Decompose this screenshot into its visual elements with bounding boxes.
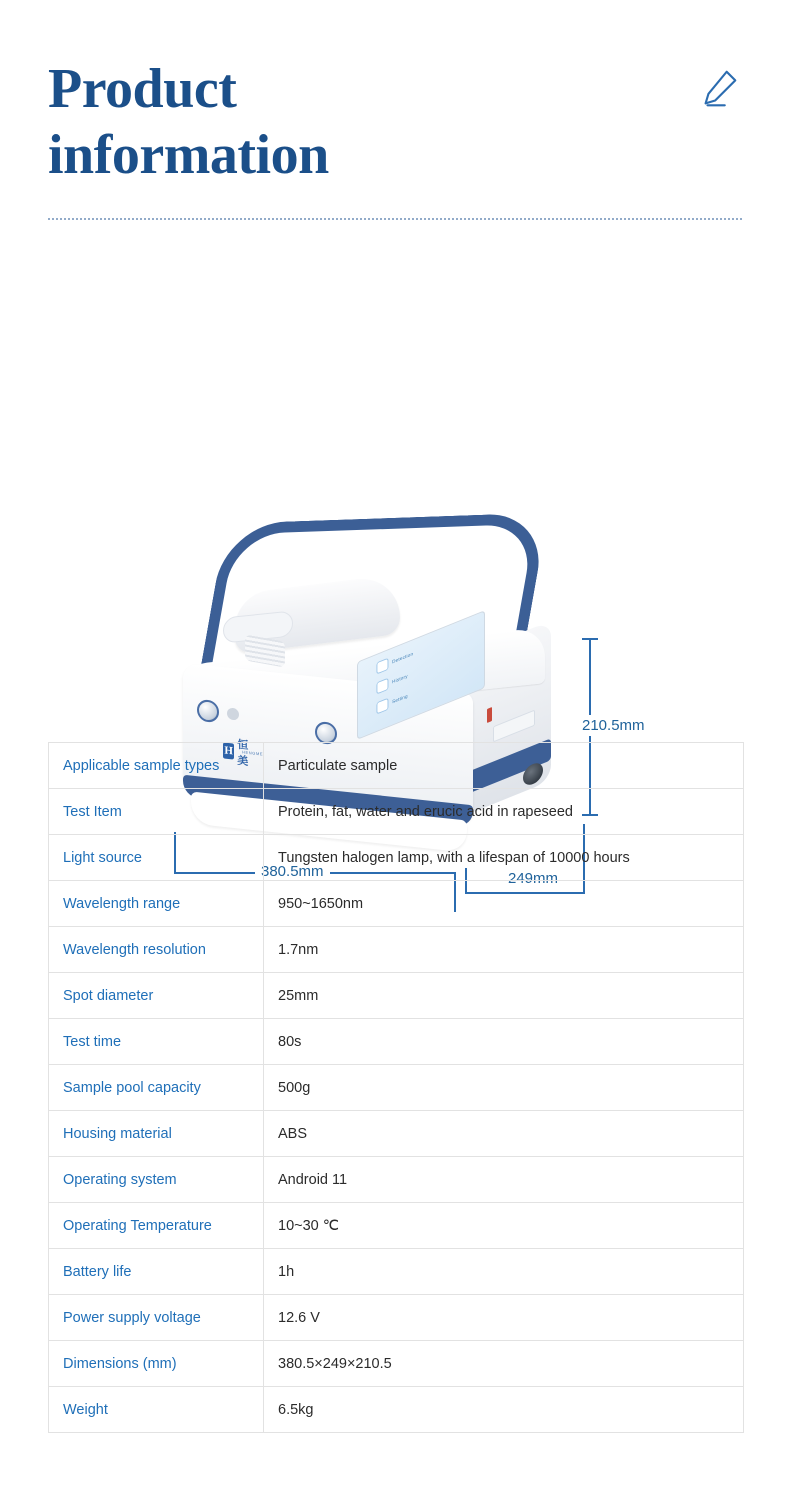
- spec-value: 500g: [264, 1065, 744, 1111]
- dimension-label-depth: 249mm: [502, 868, 564, 889]
- spec-value: Protein, fat, water and erucic acid in rapeseed: [264, 789, 744, 835]
- dimension-label-height: 210.5mm: [578, 715, 649, 736]
- brand-badge: H: [223, 742, 234, 759]
- table-row: [49, 789, 744, 835]
- spec-value: 12.6 V: [264, 1295, 744, 1341]
- spec-value: 10~30 ℃: [264, 1203, 744, 1249]
- spec-value: 80s: [264, 1019, 744, 1065]
- spec-label: Operating Temperature: [49, 1203, 264, 1249]
- spec-label: Test time: [49, 1019, 264, 1065]
- page-header: [0, 0, 790, 188]
- spec-label: Weight: [49, 1387, 264, 1433]
- table-row: [49, 835, 744, 881]
- table-row: [49, 1203, 744, 1249]
- device-red-tab: [487, 707, 492, 723]
- specification-table: [48, 742, 744, 1433]
- pen-icon: [696, 66, 742, 112]
- spec-label: Power supply voltage: [49, 1295, 264, 1341]
- dimension-cap-height-top: [582, 638, 598, 640]
- spec-label: Housing material: [49, 1111, 264, 1157]
- table-row: [49, 1157, 744, 1203]
- spec-label: Sample pool capacity: [49, 1065, 264, 1111]
- table-row: [49, 927, 744, 973]
- spec-label: Test Item: [49, 789, 264, 835]
- gear-icon: [376, 698, 388, 715]
- spec-value: Particulate sample: [264, 743, 744, 789]
- spec-label: Light source: [49, 835, 264, 881]
- spec-label: Wavelength range: [49, 881, 264, 927]
- screen-label-detection: Detection: [392, 650, 414, 665]
- spec-label: Battery life: [49, 1249, 264, 1295]
- header-divider: [48, 218, 742, 220]
- page-title-line1: Product: [48, 58, 237, 120]
- detection-icon: [376, 658, 388, 675]
- spec-value: Android 11: [264, 1157, 744, 1203]
- spec-value: 25mm: [264, 973, 744, 1019]
- page-title: [48, 56, 608, 188]
- spec-value: 380.5×249×210.5: [264, 1341, 744, 1387]
- spec-label: Applicable sample types: [49, 743, 264, 789]
- specification-table-body: [49, 743, 744, 1433]
- brand-name-cn: 恒美: [237, 738, 249, 769]
- spec-value: Tungsten halogen lamp, with a lifespan of 10000 hours: [264, 835, 744, 881]
- spec-label: Operating system: [49, 1157, 264, 1203]
- table-row: [49, 743, 744, 789]
- spec-label: Wavelength resolution: [49, 927, 264, 973]
- device-indicator: [227, 707, 239, 720]
- table-row: [49, 1019, 744, 1065]
- brand-name-en: HENGMEI: [242, 749, 265, 757]
- table-row: [49, 1065, 744, 1111]
- spec-label: Dimensions (mm): [49, 1341, 264, 1387]
- table-row: [49, 1111, 744, 1157]
- page-title-line2: information: [48, 124, 329, 186]
- spec-value: 1h: [264, 1249, 744, 1295]
- screen-label-history: History: [392, 673, 408, 685]
- table-row: [49, 1341, 744, 1387]
- spec-value: 1.7nm: [264, 927, 744, 973]
- history-icon: [376, 678, 388, 695]
- table-row: [49, 973, 744, 1019]
- table-row: [49, 881, 744, 927]
- table-row: [49, 1295, 744, 1341]
- spec-value: 6.5kg: [264, 1387, 744, 1433]
- table-row: [49, 1387, 744, 1433]
- spec-value: ABS: [264, 1111, 744, 1157]
- spec-label: Spot diameter: [49, 973, 264, 1019]
- screen-label-setting: Setting: [392, 693, 408, 705]
- spec-value: 950~1650nm: [264, 881, 744, 927]
- table-row: [49, 1249, 744, 1295]
- dimension-label-width: 380.5mm: [255, 861, 330, 882]
